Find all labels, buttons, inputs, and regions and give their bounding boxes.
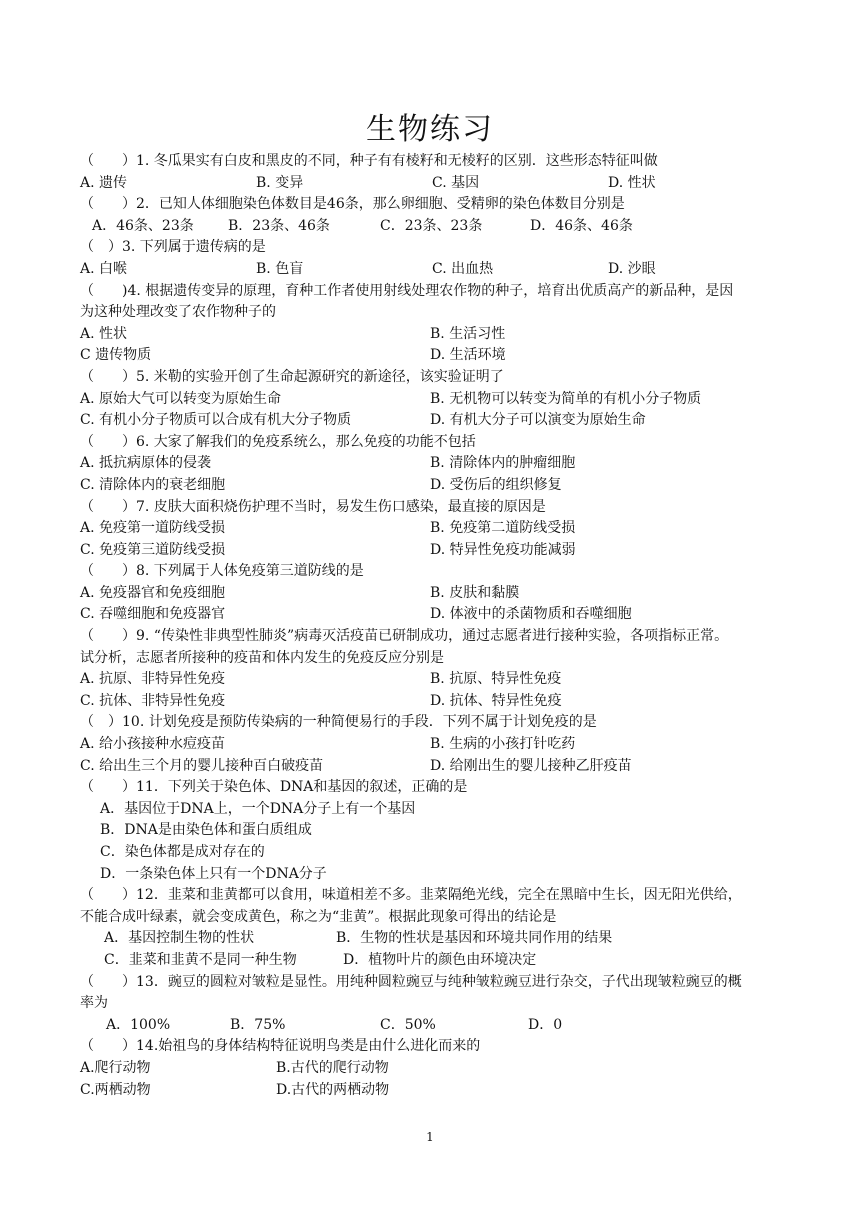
question-11 [0,777,860,885]
question-stem: （ ）9. “传染性非典型性肺炎”病毒灭活疫苗已研制成功，通过志愿者进行接种实验，各项指标正常。 [80,628,729,645]
option-a: A．基因控制生物的性状 [104,930,255,947]
option-a: A. 白喉 [80,260,128,277]
option-c: C．23条、23条 [380,217,483,234]
option-row [0,324,860,346]
option-row [0,691,860,713]
option-a: A. 免疫器官和免疫细胞 [80,584,226,601]
question-8 [0,561,860,626]
option-a: A. 抗原、非特异性免疫 [80,671,226,688]
option-d: D. 性状 [608,174,656,191]
question-stem: 不能合成叶绿素，就会变成黄色，称之为“韭黄”。根据此现象可得出的结论是 [80,908,557,925]
option-row [0,669,860,691]
option-b: D. 特异性免疫功能减弱 [430,541,576,558]
page-title: 生物练习 [366,112,494,147]
option-b: B. 免疫第二道防线受损 [430,520,576,537]
question-stem: （ ）11．下列关于染色体、DNA和基因的叙述，正确的是 [80,779,468,796]
option-b: B.古代的爬行动物 [276,1059,389,1076]
question-2 [0,194,860,237]
option-row [0,864,860,886]
question-stem: （ ）1. 冬瓜果实有白皮和黑皮的不同，种子有有棱籽和无棱籽的区别．这些形态特征叫做 [80,153,658,169]
option-a: A.爬行动物 [80,1059,151,1076]
option-b: D. 抗体、特异性免疫 [430,692,562,709]
question-stem: （ ）14.始祖鸟的身体结构特征说明鸟类是由什么进化而来的 [80,1038,481,1055]
option-a: C. 吞噬细胞和免疫器官 [80,606,226,623]
option-d: D. 沙眼 [608,260,656,277]
question-stem: （ )4. 根据遗传变异的原理，育种工作者使用射线处理农作物的种子，培育出优质高产的新品种，是因 [80,282,734,299]
option-b: B．75% [230,1016,286,1033]
question-stem: （ ）12．韭菜和韭黄都可以食用，味道相差不多。韭菜隔绝光线，完全在黑暗中生长，因无阳光供给， [80,887,742,904]
option-a: C. 给出生三个月的婴儿接种百白破疫苗 [80,757,324,774]
option-b: B. 生活习性 [430,325,506,342]
option-b: D. 有机大分子可以演变为原始生命 [430,412,646,429]
option-c: C. 基因 [432,174,480,191]
option-a: A．46条、23条 [92,217,194,234]
option-a: C.两栖动物 [80,1081,151,1098]
question-14 [0,1036,860,1101]
option-row [0,799,860,821]
question-1 [0,151,860,194]
question-stem: （ ）7. 皮肤大面积烧伤护理不当时，易发生伤口感染，最直接的原因是 [80,498,546,515]
option-b: D．植物叶片的颜色由环境决定 [343,951,537,968]
option-row [0,410,860,432]
option-a: C. 有机小分子物质可以合成有机大分子物质 [80,412,352,429]
option-a: A. 抵抗病原体的侵袭 [80,455,212,472]
option-a: A. 免疫第一道防线受损 [80,520,226,537]
question-list [0,151,860,1101]
option-c: C．50% [380,1016,436,1033]
option-a: A．基因位于DNA上，一个DNA分子上有一个基因 [100,800,416,817]
option-row [0,540,860,562]
option-row [0,1058,860,1080]
question-5 [0,367,860,432]
option-row [0,345,860,367]
question-stem: （ ）2．已知人体细胞染色体数目是46条，那么卵细胞、受精卵的染色体数目分别是 [80,196,625,213]
option-b: B. 变异 [256,174,304,191]
option-row [0,928,860,950]
option-row [0,756,860,778]
option-a: A. 性状 [80,325,128,342]
option-row [0,216,860,238]
question-9 [0,626,860,712]
option-b: B. 抗原、特异性免疫 [430,671,562,688]
option-a: A．100% [106,1016,171,1033]
option-a: B．DNA是由染色体和蛋白质组成 [100,822,312,839]
question-stem: （ ）8. 下列属于人体免疫第三道防线的是 [80,563,364,580]
option-row [0,583,860,605]
option-row [0,734,860,756]
option-a: C. 免疫第三道防线受损 [80,541,226,558]
option-b: B. 生病的小孩打针吃药 [430,736,576,753]
option-a: C. 清除体内的衰老细胞 [80,476,226,493]
option-row [0,475,860,497]
option-b: B. 无机物可以转变为简单的有机小分子物质 [430,390,702,407]
option-b: D.古代的两栖动物 [276,1081,390,1098]
option-a: A. 原始大气可以转变为原始生命 [80,390,282,407]
option-row [0,453,860,475]
option-b: D. 给刚出生的婴儿接种乙肝疫苗 [430,757,632,774]
question-stem: （ ）6. 大家了解我们的免疫系统么，那么免疫的功能不包括 [80,433,476,450]
option-a: C. 抗体、非特异性免疫 [80,692,226,709]
option-b: B．生物的性状是基因和环境共同作用的结果 [336,930,613,947]
question-stem: （ ）10. 计划免疫是预防传染病的一种简便易行的手段．下列不属于计划免疫的是 [80,714,597,731]
option-row [0,259,860,281]
option-a: A. 遗传 [80,174,128,191]
question-stem: 试分析，志愿者所接种的疫苗和体内发生的免疫反应分别是 [80,649,444,666]
question-stem: （ ）3. 下列属于遗传病的是 [80,239,266,256]
option-d: D．46条、46条 [530,217,633,234]
option-row [0,1015,860,1037]
option-row [0,820,860,842]
option-b: D. 体液中的杀菌物质和吞噬细胞 [430,606,632,623]
option-d: D．0 [528,1016,563,1033]
question-stem: （ ）13．豌豆的圆粒对皱粒是显性。用纯种圆粒豌豆与纯种皱粒豌豆进行杂交，子代出现皱粒豌豆的概 [80,973,742,990]
question-6 [0,432,860,497]
option-row [0,1080,860,1102]
question-stem: （ ）5. 米勒的实验开创了生命起源研究的新途径，该实验证明了 [80,368,504,385]
option-row [0,604,860,626]
option-b: B. 色盲 [256,260,304,277]
option-b: B. 皮肤和黏膜 [430,584,520,601]
option-c: C. 出血热 [432,260,494,277]
option-a: C．染色体都是成对存在的 [100,844,265,860]
question-stem: 率为 [80,995,108,1012]
option-b: B．23条、46条 [228,217,330,234]
option-row [0,842,860,864]
option-row [0,950,860,972]
option-row [0,173,860,195]
option-a: D．一条染色体上只有一个DNA分子 [100,865,327,882]
page-number: 1 [426,1130,434,1144]
question-stem: 为这种处理改变了农作物种子的 [80,304,276,321]
option-a: A. 给小孩接种水痘疫苗 [80,736,226,753]
option-b: B. 清除体内的肿瘤细胞 [430,455,576,472]
question-12 [0,885,860,971]
question-3 [0,237,860,280]
option-b: D. 生活环境 [430,347,506,364]
option-row [0,518,860,540]
question-7 [0,497,860,562]
question-10 [0,712,860,777]
option-a: C 遗传物质 [80,347,152,364]
option-a: C．韭菜和韭黄不是同一种生物 [104,951,297,968]
option-b: D. 受伤后的组织修复 [430,476,562,493]
question-4 [0,281,860,367]
question-13 [0,972,860,1037]
option-row [0,389,860,411]
